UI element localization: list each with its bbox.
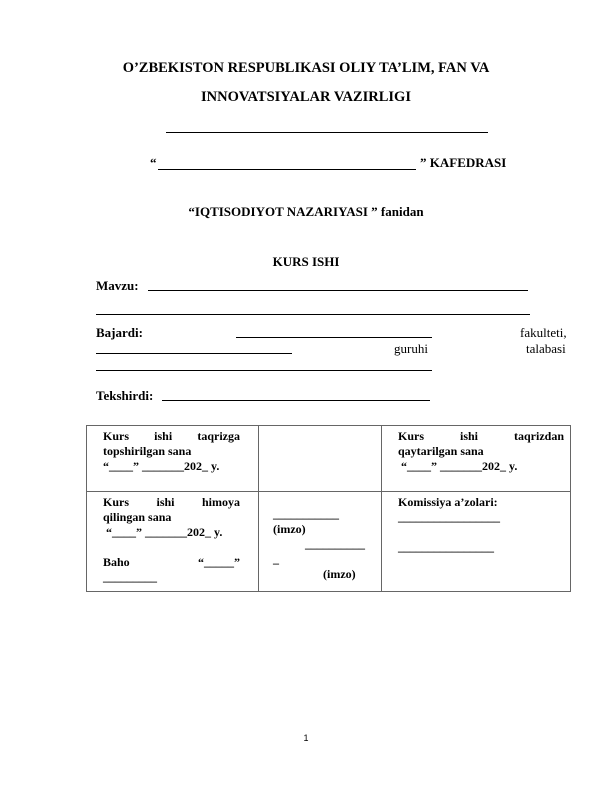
performer-name-line [236,337,432,338]
table-row [87,426,571,492]
grade-line [103,555,240,570]
grade-blank: _________ [103,570,157,584]
commission-cell [382,492,571,592]
ministry-title-line1: O’ZBEKISTON RESPUBLIKASI OLIY TA’LIM, FAN VA [122,60,490,76]
group-word: guruhi [394,341,428,356]
commission-line-2: ________________ [398,540,494,554]
submitted-heading-line1: Kurs ishi taqrizga [103,429,240,443]
signature-line-1: ___________ [273,507,339,521]
faculty-blank-line [96,353,292,354]
signature-cell [259,492,382,592]
submitted-heading-line2: topshirilgan sana [103,444,192,458]
signature-line-2: __________ [305,537,365,551]
spacer [398,525,564,540]
defended-date: “____” _______202_ y. [103,525,223,539]
page-number: 1 [303,733,309,743]
spacer [103,540,240,555]
signature-label-1: (imzo) [273,522,306,536]
checker-blank-line [162,400,430,401]
returned-heading-line1: Kurs ishi taqrizdan [398,429,565,443]
topic-blank-line-1 [148,290,528,291]
signature-label-2: (imzo) [323,567,356,581]
commission-label: Komissiya a’zolari: [398,495,498,509]
returned-heading-line2: qaytarilgan sana [398,444,484,458]
returned-cell [382,426,571,492]
department-blank-line [158,169,416,170]
department-suffix: ” KAFEDRASI [420,155,507,170]
submitted-cell [87,426,259,492]
defended-heading-line1: Kurs ishi himoya [103,495,241,509]
submitted-date: “____” _______202_ y. [103,459,220,473]
subject-line: “IQTISODIYOT NAZARIYASI ” fanidan [188,204,424,219]
group-blank-line [96,370,432,371]
doc-title: KURS ISHI [272,254,340,269]
table-row [87,492,571,592]
commission-line-1: _________________ [398,510,500,524]
empty-cell [259,426,382,492]
ministry-title-line2: INNOVATSIYALAR VAZIRLIGI [201,89,411,105]
faculty-word: fakulteti, [520,325,567,340]
department-open-quote: “ [150,155,157,170]
topic-blank-line-2 [96,314,530,315]
defended-heading-line2: qilingan sana [103,510,172,524]
spacer [273,495,377,507]
returned-date: “____” _______202_ y. [398,459,518,473]
university-blank-line [166,132,488,133]
grade-quote: “_____” [198,555,240,569]
topic-label: Mavzu: [96,278,139,293]
grade-label: Baho [103,555,130,569]
student-word: talabasi [526,341,566,356]
defended-cell [87,492,259,592]
review-table [86,425,571,592]
signature-dash-2: _ [273,552,279,566]
performer-label: Bajardi: [96,325,143,340]
checked-label: Tekshirdi: [96,388,154,403]
